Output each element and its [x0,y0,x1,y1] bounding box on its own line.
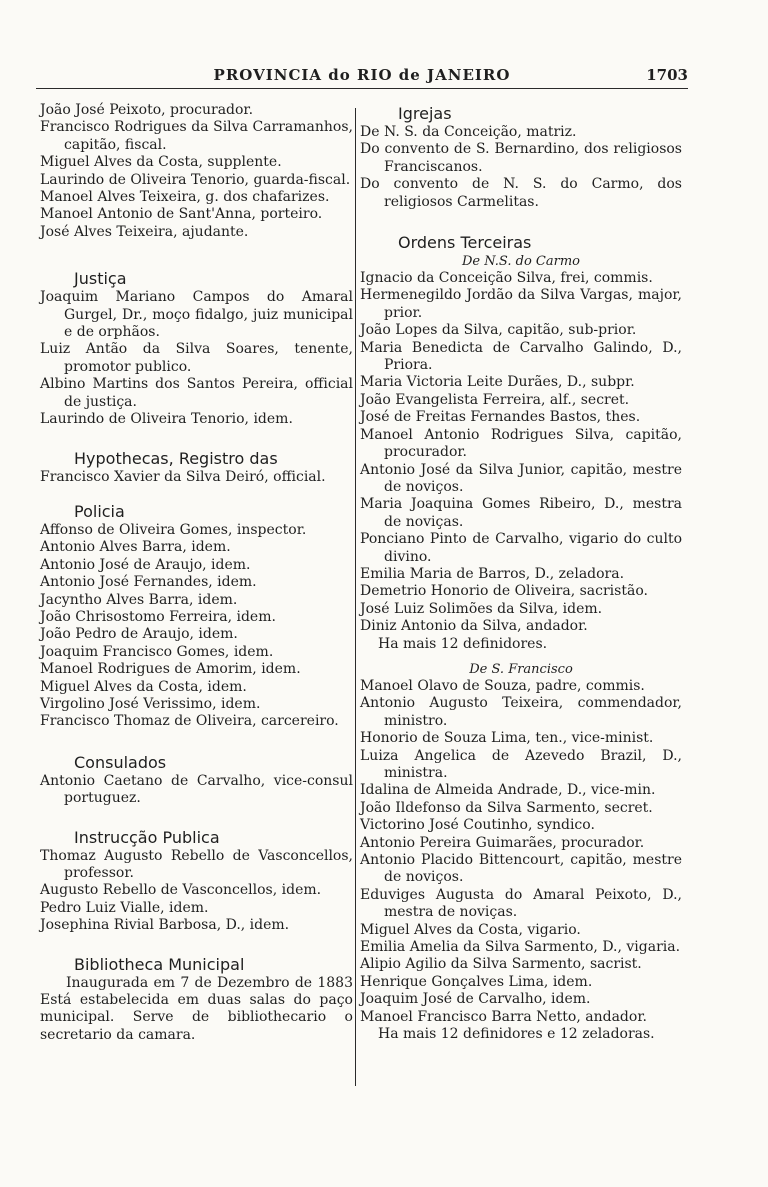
list-item: João Chrisostomo Ferreira, idem. [40,608,276,625]
list-item: Emilia Maria de Barros, D., zeladora. [360,565,625,582]
list-item: Emilia Amelia da Silva Sarmento, D., vigaria. [360,939,681,956]
list-item: Josephina Rivial Barbosa, D., idem. [40,917,290,934]
subheading-carmo: De N.S. do Carmo [462,254,580,270]
header-rule [36,88,688,89]
list-item: João José Peixoto, procurador. [40,102,254,118]
list-item: José Luiz Solimões da Silva, idem. [360,600,603,617]
section-heading-consulados: Consulados [74,752,167,772]
list-item: João Ildefonso da Silva Sarmento, secret. [360,799,653,816]
list-item: Laurindo de Oliveira Tenorio, guarda-fiscal. [40,171,351,188]
list-item: Laurindo de Oliveira Tenorio, idem. [40,411,293,428]
list-item: Ponciano Pinto de Carvalho, vigario do culto divino. [360,531,682,565]
list-item: Antonio Alves Barra, idem. [40,539,231,556]
list-item: Manoel Antonio de Sant'Anna, porteiro. [40,206,323,223]
list-item: Manoel Alves Teixeira, g. dos chafarizes. [40,189,330,206]
list-item: Honorio de Souza Lima, ten., vice-minist. [360,730,654,747]
list-item: Virgolino José Verissimo, idem. [40,695,261,712]
definidores-zeladoras-note: Ha mais 12 definidores e 12 zeladoras. [378,1026,655,1043]
list-item: João Lopes da Silva, capitão, sub-prior. [360,322,637,339]
list-item: Antonio Pereira Guimarães, procurador. [360,834,645,851]
list-item: Ignacio da Conceição Silva, frei, commis. [360,270,653,287]
list-item: Miguel Alves da Costa, vigario. [360,921,581,938]
section-heading-igrejas: Igrejas [398,104,452,123]
list-item: Alipio Agilio da Silva Sarmento, sacrist. [360,956,642,973]
list-item: Francisco Rodrigues da Silva Carramanhos, capitão, fiscal. [40,119,353,153]
list-item: Do convento de S. Bernardino, dos religiosos Franciscanos. [360,141,682,175]
section-heading-justica: Justiça [74,269,127,289]
list-item: De N. S. da Conceição, matriz. [360,124,577,140]
list-item: Manoel Francisco Barra Netto, andador. [360,1008,647,1025]
list-item: João Pedro de Araujo, idem. [40,626,238,643]
list-item: Hermenegildo Jordão da Silva Vargas, major, prior. [360,287,682,321]
list-item: Diniz Antonio da Silva, andador. [360,618,588,635]
list-item: Albino Martins dos Santos Pereira, official de justiça. [40,376,353,410]
list-item: Francisco Thomaz de Oliveira, carcereiro. [40,713,339,730]
list-item: Antonio José de Araujo, idem. [40,556,251,573]
list-item: Augusto Rebello de Vasconcellos, idem. [40,882,322,899]
list-item: Jacyntho Alves Barra, idem. [40,591,238,608]
municipal-staff-list [40,102,353,241]
page-number: 1703 [646,66,688,84]
subheading-francisco: De S. Francisco [469,661,573,677]
list-item: José Alves Teixeira, ajudante. [40,223,249,240]
right-column [360,102,682,1044]
list-item: Demetrio Honorio de Oliveira, sacristão. [360,583,648,600]
list-item: Luiz Antão da Silva Soares, tenente, promotor publico. [40,341,353,375]
list-item: João Evangelista Ferreira, alf., secret. [360,391,630,408]
list-item: Thomaz Augusto Rebello de Vasconcellos, professor. [40,847,353,881]
list-item: Joaquim Francisco Gomes, idem. [40,643,274,660]
section-heading-instrucao: Instrucção Publica [74,827,220,847]
list-item: Antonio Caetano de Carvalho, vice-consul portuguez. [40,772,353,807]
list-item: Maria Benedicta de Carvalho Galindo, D., Priora. [360,339,682,374]
list-item: Antonio Augusto Teixeira, commendador, ministro. [360,695,682,729]
section-heading-hypothecas: Hypothecas, Registro das [74,448,278,468]
bibliotheca-paragraph: Inaugurada em 7 de Dezembro de 1883 Está estabelecida em duas salas do paço municipal. Serve de bibliothecario o secretario da camara. [40,974,353,1043]
list-item: Joaquim Mariano Campos do Amaral Gurgel, Dr., moço fidalgo, juiz municipal e de orphãos. [40,289,353,341]
list-item: Antonio José da Silva Junior, capitão, mestre de noviços. [360,461,682,495]
definidores-note: Ha mais 12 definidores. [378,635,548,652]
section-heading-ordens-terceiras: Ordens Terceiras [398,233,532,253]
list-item: José de Freitas Fernandes Bastos, thes. [360,409,641,426]
list-item: Maria Victoria Leite Durães, D., subpr. [360,374,635,391]
list-item: Maria Joaquina Gomes Ribeiro, D., mestra de noviças. [360,496,682,530]
section-heading-bibliotheca: Bibliotheca Municipal [74,954,245,974]
list-item: Idalina de Almeida Andrade, D., vice-min. [360,782,656,799]
list-item: Manoel Olavo de Souza, padre, commis. [360,677,645,694]
list-item: Victorino José Coutinho, syndico. [360,817,595,834]
list-item: Manoel Rodrigues de Amorim, idem. [40,661,301,678]
list-item: Miguel Alves da Costa, supplente. [40,154,282,171]
page-header [36,64,688,88]
list-item: Luiza Angelica de Azevedo Brazil, D., ministra. [360,747,682,781]
list-item: Do convento de N. S. do Carmo, dos religiosos Carmelitas. [360,176,682,210]
list-item: Joaquim José de Carvalho, idem. [360,991,591,1008]
list-item: Eduviges Augusta do Amaral Peixoto, D., mestra de noviças. [360,886,682,921]
list-item: Henrique Gonçalves Lima, idem. [360,973,593,990]
list-item: Francisco Xavier da Silva Deiró, official. [40,468,326,485]
list-item: Affonso de Oliveira Gomes, inspector. [40,521,307,538]
running-title: PROVINCIA do RIO de JANEIRO [213,66,511,84]
left-column [40,102,353,1044]
list-item: Miguel Alves da Costa, idem. [40,678,247,695]
list-item: Antonio José Fernandes, idem. [40,574,257,591]
list-item: Manoel Antonio Rodrigues Silva, capitão, procurador. [360,426,682,461]
list-item: Pedro Luiz Vialle, idem. [40,899,209,916]
section-heading-policia: Policia [74,501,125,521]
list-item: Antonio Placido Bittencourt, capitão, mestre de noviços. [360,852,682,886]
column-divider [355,108,356,1086]
